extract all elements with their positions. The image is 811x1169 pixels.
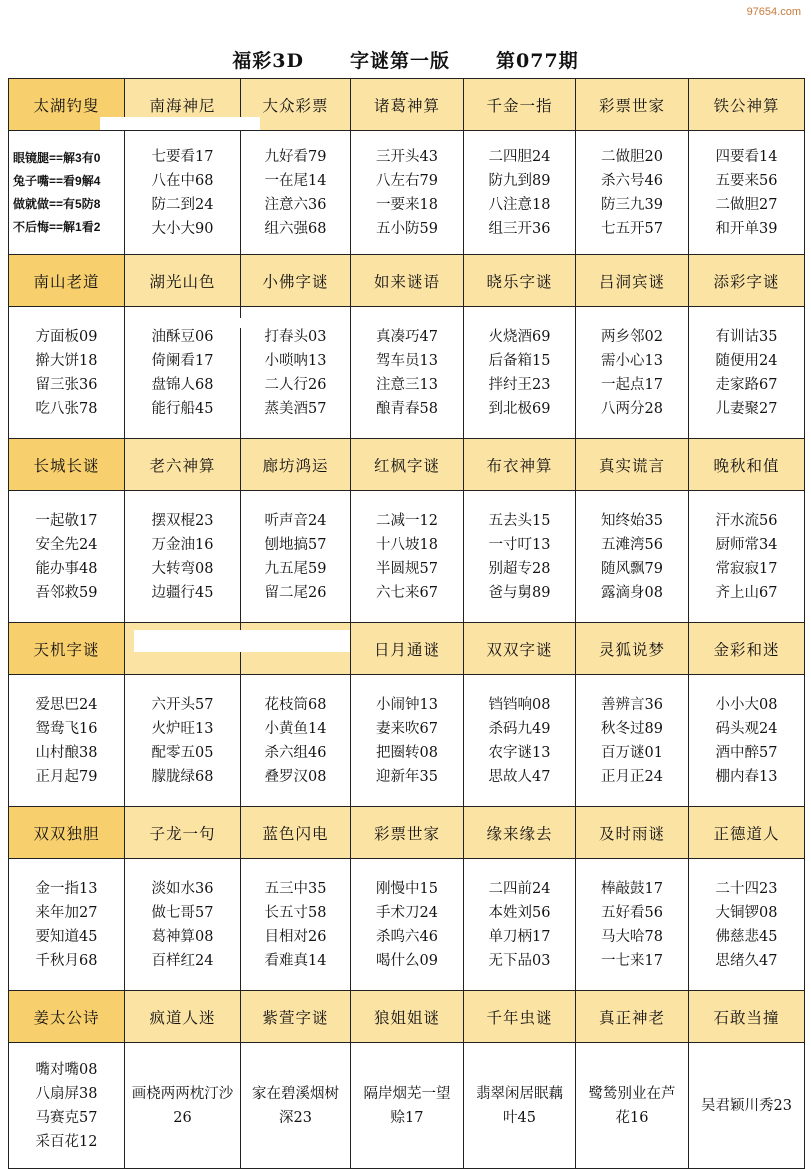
riddle-line: 八两分28	[601, 400, 663, 417]
column-header-label: 廊坊鸿运	[262, 456, 329, 475]
edition-name: 字谜第一版	[350, 50, 451, 72]
riddle-line: 八注意18	[488, 196, 551, 213]
riddle-line: 别超专28	[488, 560, 551, 577]
riddle-cell	[576, 1043, 689, 1169]
column-header-label: 如来谜语	[373, 272, 440, 291]
riddle-line: 方面板09	[35, 328, 98, 345]
column-header	[351, 991, 464, 1043]
riddle-line: 七五开57	[601, 220, 663, 237]
riddle-cell	[351, 675, 464, 807]
column-header-label: 彩票世家	[373, 824, 440, 843]
column-header-label: 灵狐说梦	[598, 640, 665, 659]
riddle-line: 大小大90	[151, 220, 214, 237]
column-header	[464, 79, 576, 131]
riddle-line: 随便用24	[715, 352, 778, 369]
column-header	[125, 807, 241, 859]
riddle-line: 半圆规57	[376, 560, 438, 577]
column-header	[351, 79, 464, 131]
riddle-line: 随风飘79	[601, 560, 663, 577]
riddle-line: 后备箱15	[488, 352, 551, 369]
riddle-line: 刨地搞57	[264, 536, 327, 553]
column-header	[464, 439, 576, 491]
column-header-label: 子龙一句	[149, 824, 216, 843]
issue-number: 第077期	[496, 50, 579, 72]
page-title	[0, 46, 811, 76]
riddle-cell	[464, 1043, 576, 1169]
riddle-line: 防九到89	[488, 172, 551, 189]
riddle-line: 注意三13	[376, 376, 438, 393]
riddle-cell	[125, 675, 241, 807]
riddle-line: 朦胧绿68	[151, 768, 214, 785]
riddle-line: 有训诂35	[715, 328, 778, 345]
riddle-row	[9, 675, 805, 807]
column-header-label: 狼姐姐谜	[373, 1008, 440, 1027]
riddle-line: 鸳鸯飞16	[35, 720, 98, 737]
riddle-line: 和开单39	[715, 220, 778, 237]
riddle-cell	[241, 131, 351, 255]
column-header-label: 缘来缘去	[486, 824, 553, 843]
riddle-line: 佛慈悲45	[715, 928, 778, 945]
riddle-line: 六七来67	[376, 584, 438, 601]
riddle-row	[9, 859, 805, 991]
riddle-line: 驾车员13	[376, 352, 438, 369]
riddle-line: 爸与舅89	[488, 584, 551, 601]
column-header	[576, 255, 689, 307]
riddle-line: 吴君颖川秀23	[701, 1097, 792, 1114]
riddle-line: 正月正24	[601, 768, 663, 785]
column-header-label: 天机字谜	[33, 640, 100, 659]
riddle-line: 防二到24	[151, 196, 214, 213]
erased-region-1	[100, 117, 260, 130]
riddle-line: 能行船45	[151, 400, 214, 417]
header-row	[9, 439, 805, 491]
riddle-line: 听声音24	[264, 512, 327, 529]
riddle-line: 盘锦人68	[151, 376, 214, 393]
riddle-cell	[576, 131, 689, 255]
column-header-label: 双双字谜	[486, 640, 553, 659]
riddle-line: 知终始35	[601, 512, 663, 529]
column-header-label: 金彩和迷	[713, 640, 780, 659]
column-header	[689, 439, 805, 491]
riddle-line: 三开头43	[376, 148, 438, 165]
riddle-cell	[9, 859, 125, 991]
riddle-line: 六开头57	[151, 696, 214, 713]
riddle-line: 金一指13	[35, 880, 98, 897]
riddle-line: 八在中68	[151, 172, 214, 189]
riddle-line: 留三张36	[35, 376, 98, 393]
column-header	[576, 79, 689, 131]
riddle-line: 隔岸烟芜一望赊17	[363, 1085, 451, 1126]
riddle-line: 厨师常34	[715, 536, 778, 553]
lottery-name: 福彩3D	[232, 50, 304, 72]
column-header-label: 蓝色闪电	[262, 824, 329, 843]
column-header-label: 正德道人	[713, 824, 780, 843]
column-header-label: 及时雨谜	[598, 824, 665, 843]
riddle-line: 把圈转08	[376, 744, 438, 761]
riddle-cell	[351, 1043, 464, 1169]
header-row	[9, 623, 805, 675]
column-header	[464, 807, 576, 859]
riddle-line: 铛铛响08	[488, 696, 551, 713]
column-header	[9, 439, 125, 491]
riddle-line: 小闹钟13	[376, 696, 438, 713]
riddle-line: 思故人47	[488, 768, 551, 785]
riddle-cell	[689, 1043, 805, 1169]
riddle-line: 露滴身08	[601, 584, 663, 601]
riddle-line: 火烧酒69	[488, 328, 551, 345]
riddle-line: 油酥豆06	[151, 328, 214, 345]
column-header-label: 小佛字谜	[262, 272, 329, 291]
riddle-cell	[464, 491, 576, 623]
column-header-label: 添彩字谜	[713, 272, 780, 291]
riddle-line: 火炉旺13	[151, 720, 214, 737]
riddle-line: 五去头15	[488, 512, 551, 529]
riddle-line: 手术刀24	[376, 904, 438, 921]
riddle-cell	[9, 1043, 125, 1169]
column-header	[241, 439, 351, 491]
riddle-line: 刚慢中15	[376, 880, 438, 897]
riddle-line: 配零五05	[151, 744, 214, 761]
header-row	[9, 255, 805, 307]
riddle-line: 二四胆24	[488, 148, 551, 165]
riddle-line: 能办事48	[35, 560, 98, 577]
riddle-line: 酒中醉57	[715, 744, 778, 761]
riddle-cell	[576, 859, 689, 991]
header-row	[9, 991, 805, 1043]
riddle-line: 吾邻救59	[35, 584, 98, 601]
riddle-line: 杀码九49	[488, 720, 551, 737]
column-header	[689, 807, 805, 859]
riddle-line: 留二尾26	[264, 584, 327, 601]
riddle-line: 长五寸58	[264, 904, 327, 921]
riddle-cell	[9, 491, 125, 623]
riddle-cell	[351, 131, 464, 255]
column-header	[464, 991, 576, 1043]
riddle-line: 注意六36	[264, 196, 327, 213]
riddle-line: 小黄鱼14	[264, 720, 327, 737]
riddle-line: 酿青春58	[376, 400, 438, 417]
riddle-cell	[241, 491, 351, 623]
riddle-line: 七要看17	[151, 148, 214, 165]
riddle-line: 组三开36	[488, 220, 551, 237]
riddle-cell	[351, 491, 464, 623]
riddle-line: 一起点17	[601, 376, 663, 393]
riddle-cell	[689, 307, 805, 439]
column-header	[689, 623, 805, 675]
riddle-line: 杀六号46	[601, 172, 663, 189]
riddle-cell	[576, 491, 689, 623]
riddle-line: 棒敲鼓17	[601, 880, 663, 897]
column-header	[241, 991, 351, 1043]
column-header	[241, 255, 351, 307]
riddle-line: 眼镜腿==解3有0	[13, 150, 101, 165]
riddle-line: 五小防59	[376, 220, 438, 237]
riddle-line: 真凑巧47	[376, 328, 438, 345]
riddle-line: 农字谜13	[488, 744, 551, 761]
riddle-line: 八左右79	[376, 172, 438, 189]
riddle-line: 迎新年35	[376, 768, 438, 785]
column-header	[689, 79, 805, 131]
column-header-label: 诸葛神算	[373, 96, 440, 115]
riddle-line: 一寸叮13	[488, 536, 551, 553]
riddle-line: 嘴对嘴08	[35, 1061, 98, 1078]
riddle-cell	[125, 1043, 241, 1169]
riddle-line: 叠罗汉08	[264, 768, 327, 785]
riddle-line: 棚内春13	[715, 768, 778, 785]
riddle-line: 到北极69	[488, 400, 551, 417]
column-header-label: 红枫字谜	[373, 456, 440, 475]
column-header-label: 大众彩票	[262, 96, 329, 115]
riddle-line: 一在尾14	[264, 172, 327, 189]
riddle-line: 二做胆20	[601, 148, 663, 165]
column-header-label: 晓乐字谜	[486, 272, 553, 291]
riddle-line: 常寂寂17	[715, 560, 778, 577]
erased-region-2	[229, 318, 339, 328]
column-header	[9, 807, 125, 859]
riddle-line: 葛神算08	[151, 928, 214, 945]
column-header-label: 紫萱字谜	[262, 1008, 329, 1027]
riddle-line: 爱思巴24	[35, 696, 98, 713]
column-header	[9, 623, 125, 675]
riddle-line: 摆双棍23	[151, 512, 214, 529]
riddle-line: 九五尾59	[264, 560, 327, 577]
riddle-line: 擀大饼18	[35, 352, 98, 369]
riddle-line: 花枝筒68	[264, 696, 327, 713]
riddle-line: 小小大08	[715, 696, 778, 713]
column-header	[689, 991, 805, 1043]
column-header-label: 太湖钓叟	[33, 96, 100, 115]
riddle-cell	[9, 307, 125, 439]
column-header	[125, 439, 241, 491]
column-header-label: 铁公神算	[713, 96, 780, 115]
riddle-line: 单刀柄17	[488, 928, 551, 945]
riddle-line: 秋冬过89	[601, 720, 663, 737]
riddle-cell	[125, 131, 241, 255]
column-header	[464, 255, 576, 307]
riddle-cell	[464, 675, 576, 807]
riddle-grid	[8, 78, 805, 1169]
riddle-line: 二做胆27	[715, 196, 778, 213]
column-header	[576, 439, 689, 491]
column-header-label: 真正神老	[598, 1008, 665, 1027]
riddle-line: 二减一12	[376, 512, 438, 529]
riddle-line: 妻来吹67	[376, 720, 438, 737]
riddle-line: 九好看79	[264, 148, 327, 165]
column-header-label: 南海神尼	[149, 96, 216, 115]
column-header-label: 疯道人迷	[149, 1008, 216, 1027]
riddle-line: 思绪久47	[715, 952, 778, 969]
riddle-line: 马赛克57	[35, 1109, 98, 1126]
riddle-line: 倚阑看17	[151, 352, 214, 369]
riddle-line: 一起敬17	[35, 512, 98, 529]
riddle-line: 万金油16	[151, 536, 214, 553]
riddle-cell	[241, 859, 351, 991]
riddle-line: 喝什么09	[376, 952, 438, 969]
riddle-line: 翡翠闲居眠藕叶45	[476, 1085, 563, 1126]
riddle-line: 马大哈78	[601, 928, 663, 945]
column-header	[689, 255, 805, 307]
column-header	[351, 623, 464, 675]
riddle-line: 需小心13	[601, 352, 663, 369]
riddle-line: 百万谜01	[601, 744, 663, 761]
riddle-row	[9, 491, 805, 623]
riddle-line: 做就做==有5防8	[13, 196, 101, 211]
riddle-line: 汗水流56	[715, 512, 778, 529]
riddle-row	[9, 131, 805, 255]
riddle-line: 目相对26	[264, 928, 327, 945]
riddle-cell	[464, 307, 576, 439]
riddle-line: 两乡邻02	[601, 328, 663, 345]
riddle-line: 一七来17	[601, 952, 663, 969]
riddle-line: 大铜锣08	[715, 904, 778, 921]
riddle-cell	[689, 491, 805, 623]
riddle-cell	[9, 131, 125, 255]
riddle-line: 千秋月68	[35, 952, 98, 969]
riddle-line: 吃八张78	[35, 400, 98, 417]
column-header	[576, 807, 689, 859]
riddle-line: 打春头03	[264, 328, 327, 345]
column-header	[125, 255, 241, 307]
riddle-line: 儿妻聚27	[715, 400, 778, 417]
riddle-cell	[576, 307, 689, 439]
riddle-line: 小唢呐13	[264, 352, 327, 369]
riddle-line: 来年加27	[35, 904, 98, 921]
site-watermark: 97654.com	[746, 6, 801, 18]
riddle-line: 五三中35	[264, 880, 327, 897]
column-header-label: 石敢当撞	[713, 1008, 780, 1027]
riddle-line: 无下品03	[488, 952, 551, 969]
column-header	[576, 991, 689, 1043]
column-header	[241, 807, 351, 859]
riddle-line: 四要看14	[715, 148, 778, 165]
riddle-line: 走家路67	[715, 376, 778, 393]
column-header-label: 湖光山色	[149, 272, 216, 291]
column-header	[125, 991, 241, 1043]
column-header	[9, 991, 125, 1043]
riddle-line: 十八坡18	[376, 536, 438, 553]
riddle-line: 看难真14	[264, 952, 327, 969]
riddle-cell	[351, 307, 464, 439]
riddle-line: 要知道45	[35, 928, 98, 945]
riddle-line: 做七哥57	[151, 904, 214, 921]
riddle-line: 齐上山67	[715, 584, 778, 601]
riddle-line: 百样红24	[151, 952, 214, 969]
column-header-label: 老六神算	[149, 456, 216, 475]
riddle-line: 防三九39	[601, 196, 663, 213]
riddle-line: 安全先24	[35, 536, 98, 553]
riddle-line: 二四前24	[488, 880, 551, 897]
riddle-line: 五要来56	[715, 172, 778, 189]
riddle-line: 家在碧溪烟树深23	[252, 1085, 339, 1126]
column-header-label: 长城长谜	[33, 456, 100, 475]
column-header	[464, 623, 576, 675]
riddle-line: 画桡两两枕汀沙26	[131, 1085, 234, 1126]
grid-body	[9, 79, 805, 1169]
riddle-line: 码头观24	[715, 720, 778, 737]
riddle-cell	[689, 675, 805, 807]
riddle-line: 兔子嘴==看9解4	[13, 173, 101, 188]
column-header	[9, 255, 125, 307]
column-header-label: 千金一指	[486, 96, 553, 115]
column-header-label: 晚秋和值	[713, 456, 780, 475]
riddle-cell	[576, 675, 689, 807]
riddle-line: 五滩湾56	[601, 536, 663, 553]
riddle-line: 山村酿38	[35, 744, 98, 761]
riddle-line: 边疆行45	[151, 584, 214, 601]
column-header-label: 日月通谜	[373, 640, 440, 659]
riddle-line: 二十四23	[715, 880, 778, 897]
column-header	[351, 255, 464, 307]
riddle-line: 五好看56	[601, 904, 663, 921]
column-header-label: 双双独胆	[33, 824, 100, 843]
column-header-label: 南山老道	[33, 272, 100, 291]
riddle-line: 大转弯08	[151, 560, 214, 577]
riddle-cell	[689, 131, 805, 255]
riddle-line: 杀呜六46	[376, 928, 438, 945]
column-header-label: 姜太公诗	[33, 1008, 100, 1027]
column-header-label: 彩票世家	[598, 96, 665, 115]
riddle-line: 不后悔==解1看2	[13, 219, 101, 234]
riddle-line: 采百花12	[35, 1133, 98, 1150]
column-header-label: 千年虫谜	[486, 1008, 553, 1027]
riddle-line: 蒸美酒57	[264, 400, 327, 417]
riddle-cell	[689, 859, 805, 991]
riddle-line: 本姓刘56	[488, 904, 551, 921]
riddle-line: 一要来18	[376, 196, 438, 213]
column-header-label: 布衣神算	[486, 456, 553, 475]
riddle-row	[9, 1043, 805, 1169]
riddle-cell	[464, 131, 576, 255]
riddle-cell	[464, 859, 576, 991]
riddle-line: 拌纣王23	[488, 376, 551, 393]
riddle-line: 淡如水36	[151, 880, 214, 897]
riddle-row	[9, 307, 805, 439]
riddle-cell	[9, 675, 125, 807]
column-header-label: 真实谎言	[598, 456, 665, 475]
erased-region-3	[134, 630, 350, 652]
riddle-line: 组六强68	[264, 220, 327, 237]
riddle-cell	[241, 675, 351, 807]
header-row	[9, 807, 805, 859]
column-header	[351, 807, 464, 859]
riddle-line: 善辨言36	[601, 696, 663, 713]
riddle-cell	[351, 859, 464, 991]
riddle-line: 杀六组46	[264, 744, 327, 761]
riddle-cell	[125, 307, 241, 439]
riddle-cell	[125, 491, 241, 623]
riddle-line: 八扇屏38	[35, 1085, 98, 1102]
riddle-cell	[125, 859, 241, 991]
riddle-line: 正月起79	[35, 768, 98, 785]
column-header	[351, 439, 464, 491]
riddle-line: 鹭鸶别业在芦花16	[588, 1085, 676, 1126]
riddle-line: 二人行26	[264, 376, 327, 393]
riddle-cell	[241, 1043, 351, 1169]
column-header-label: 吕洞宾谜	[598, 272, 665, 291]
column-header	[576, 623, 689, 675]
